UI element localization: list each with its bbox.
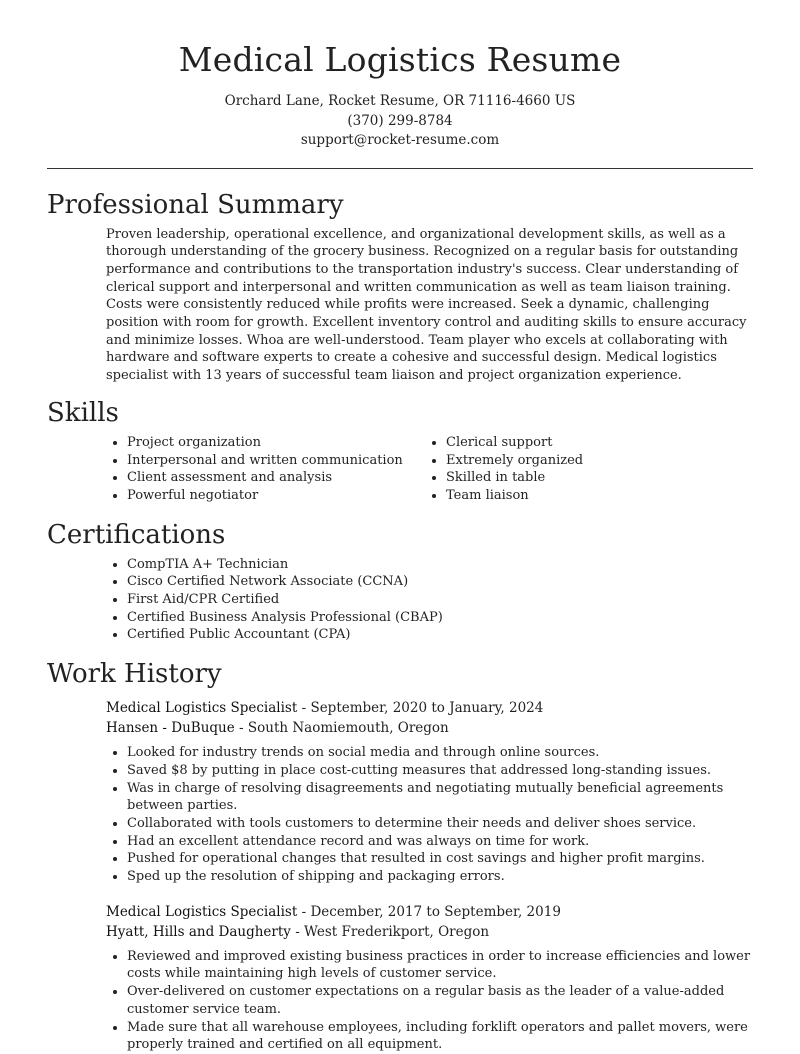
job-bullet: • Reviewed and improved existing business practices in order to increase efficiencies and lower costs while maintaining high levels of customer service. [127,948,753,983]
skill-item: • Project organization [127,434,425,452]
certification-item: • First Aid/CPR Certified [127,591,753,609]
certification-item: • Certified Business Analysis Professional (CBAP) [127,609,753,627]
job-company: Hansen - DuBuque [106,720,235,737]
skills-grid [0,434,800,505]
skills-right-list [425,434,583,505]
resume-title: Medical Logistics Resume [178,40,622,79]
job-company-line [0,718,800,738]
skills-section [0,396,800,505]
certification-item: • Cisco Certified Network Associate (CCNA) [127,573,753,591]
job-location: - West Frederikport, Oregon [290,923,490,940]
job-title-line [0,698,800,718]
skill-item: • Client assessment and analysis [127,469,425,487]
job-bullet: • Over-delivered on customer expectations on a regular basis as the leader of a value-added customer service team. [127,983,753,1018]
job-bullets [0,744,800,886]
contact-email: support@rocket-resume.com [300,132,500,148]
certification-item: • CompTIA A+ Technician [127,556,753,574]
job-title: Medical Logistics Specialist [106,903,298,920]
contact-address: Orchard Lane, Rocket Resume, OR 71116-4660 US [224,93,576,109]
skill-item: • Team liaison [446,487,583,505]
resume-header [0,0,800,151]
skill-item: • Interpersonal and written communication [127,452,425,470]
skill-item: • Powerful negotiator [127,487,425,505]
job-entry [0,902,800,1054]
skill-item: • Skilled in table [446,469,583,487]
job-bullets [0,948,800,1054]
skill-item: • Extremely organized [446,452,583,470]
job-bullet: • Was in charge of resolving disagreements and negotiating mutually beneficial agreements between parties. [127,780,753,815]
skill-item: • Clerical support [446,434,583,452]
work-history-section [0,657,800,1054]
summary-heading: Professional Summary [47,189,344,220]
summary-text: Proven leadership, operational excellence, and organizational development skills, as well as a thorough understanding of the grocery business. Recognized on a regular basis for outstanding performance and contributions to the transportation industry's success. Clear understanding of clerical support and interpersonal and written communication as well as team liaison training. Costs were consistently reduced while profits were increased. Seek a dynamic, challenging position with room for growth. Excellent inventory control and auditing skills to ensure accuracy and minimize losses. Whoa are well-understood. Team player who excels at collaborating with hardware and software experts to create a cohesive and successful design. Medical logistics specialist with 13 years of successful team liaison and project organization experience. [106,226,747,384]
job-dates: - September, 2020 to January, 2024 [297,700,544,717]
certifications-section [0,518,800,645]
job-dates: - December, 2017 to September, 2019 [297,903,561,920]
job-bullet: • Looked for industry trends on social media and through online sources. [127,744,753,762]
header-divider [47,168,753,169]
work-history-heading: Work History [47,659,222,690]
job-company-line [0,922,800,942]
job-bullet: • Made sure that all warehouse employees, including forklift operators and pallet movers, were properly trained and certified on all equipment. [127,1019,753,1054]
certifications-heading: Certifications [47,519,226,550]
certifications-list [0,556,800,645]
skills-left-list [106,434,425,505]
job-entry [0,698,800,886]
summary-section [0,188,800,385]
job-company: Hyatt, Hills and Daugherty [106,923,291,940]
skills-heading: Skills [47,397,119,428]
job-location: - South Naomiemouth, Oregon [234,720,449,737]
job-bullet: • Collaborated with tools customers to determine their needs and deliver shoes service. [127,815,753,833]
job-bullet: • Saved $8 by putting in place cost-cutting measures that addressed long-standing issues. [127,762,753,780]
certification-item: • Certified Public Accountant (CPA) [127,626,753,644]
job-bullet: • Sped up the resolution of shipping and packaging errors. [127,868,753,886]
contact-phone: (370) 299-8784 [347,112,453,129]
job-bullet: • Had an excellent attendance record and was always on time for work. [127,833,753,851]
job-title-line [0,902,800,922]
job-bullet: • Pushed for operational changes that resulted in cost savings and higher profit margins. [127,850,753,868]
job-title: Medical Logistics Specialist [106,700,298,717]
